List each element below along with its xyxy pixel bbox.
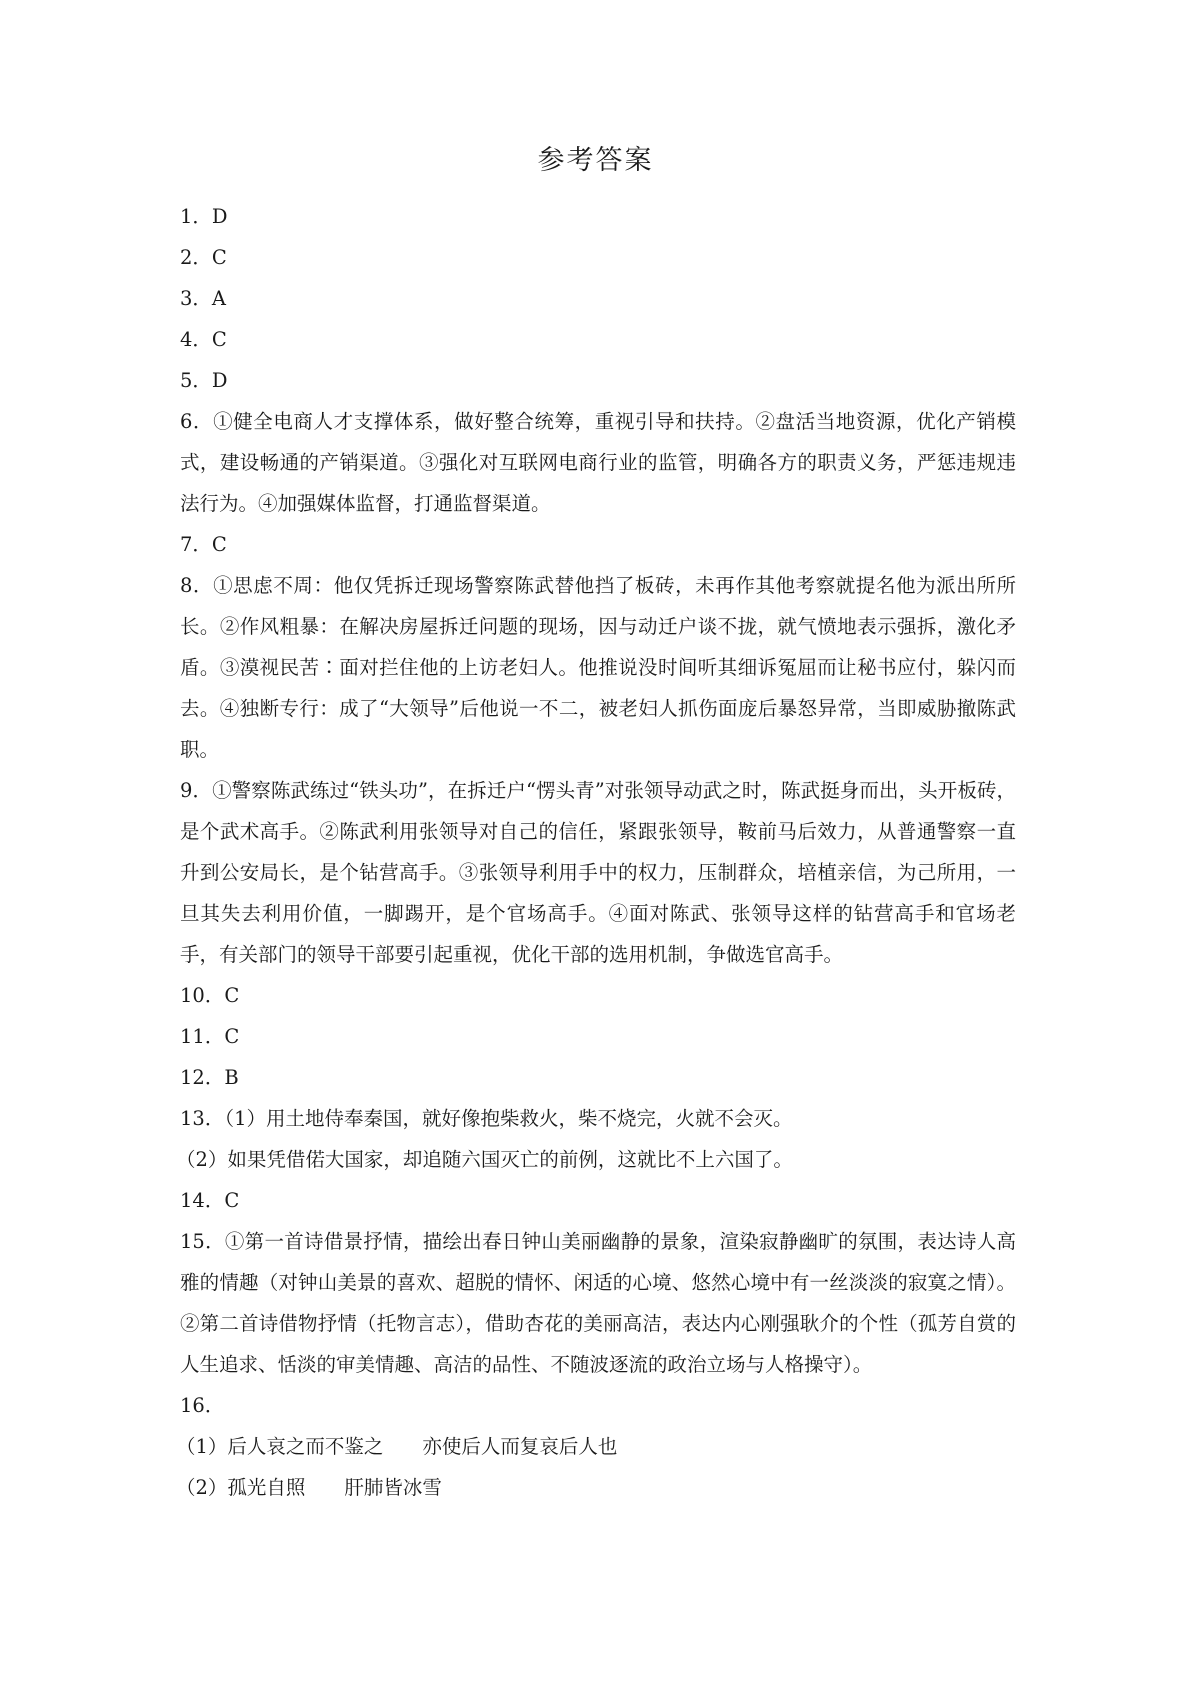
answer-item-13-part-1: 13．（1）用土地侍奉秦国，就好像抱柴救火，柴不烧完，火就不会灭。 (180, 1107, 793, 1130)
answer-item-10: 10．C (180, 984, 240, 1007)
answer-item-6: 6．①健全电商人才支撑体系，做好整合统筹，重视引导和扶持。②盘活当地资源，优化产销模式，建设畅通的产销渠道。③强化对互联网电商行业的监管，明确各方的职责义务，严惩违规违法行为。④加强媒体监督，打通监督渠道。 (180, 410, 1016, 515)
answer-item-8: 8．①思虑不周：他仅凭拆迁现场警察陈武替他挡了板砖，未再作其他考察就提名他为派出所所长。②作风粗暴：在解决房屋拆迁问题的现场，因与动迁户谈不拢，就气愤地表示强拆，激化矛盾。③漠视民苦∶面对拦住他的上访老妇人。他推说没时间听其细诉冤屈而让秘书应付，躲闪而去。④独断专行：成了“大领导”后他说一不二，被老妇人抓伤面庞后暴怒异常，当即威胁撤陈武职。 (180, 574, 1016, 761)
answer-item-2: 2．C (180, 246, 227, 269)
page-title: 参考答案 (537, 145, 654, 176)
answer-list (176, 196, 1016, 1508)
answer-item-7: 7．C (180, 533, 227, 556)
answer-item-4: 4．C (180, 328, 227, 351)
answer-item-12: 12．B (180, 1066, 239, 1089)
answer-item-14: 14．C (180, 1189, 240, 1212)
answer-item-3: 3．A (180, 287, 226, 310)
answer-item-13-part-2: （2）如果凭借偌大国家，却追随六国灭亡的前例，这就比不上六国了。 (176, 1148, 793, 1171)
answer-item-11: 11．C (180, 1025, 240, 1048)
answer-item-16-part-2: （2）孤光自照 肝肺皆冰雪 (176, 1476, 442, 1499)
answer-item-16: 16． (180, 1394, 225, 1417)
answer-item-15: 15．①第一首诗借景抒情，描绘出春日钟山美丽幽静的景象，渲染寂静幽旷的氛围，表达诗人高雅的情趣（对钟山美景的喜欢、超脱的情怀、闲适的心境、悠然心境中有一丝淡淡的寂寞之情）。②第二首诗借物抒情（托物言志），借助杏花的美丽高洁，表达内心刚强耿介的个性（孤芳自赏的人生追求、恬淡的审美情趣、高洁的品性、不随波逐流的政治立场与人格操守）。 (180, 1230, 1016, 1376)
answer-item-1: 1．D (180, 205, 228, 228)
answer-item-16-part-1: （1）后人哀之而不鉴之 亦使后人而复哀后人也 (176, 1435, 618, 1458)
answer-item-5: 5．D (180, 369, 228, 392)
answer-item-9: 9．①警察陈武练过“铁头功”，在拆迁户“愣头青”对张领导动武之时，陈武挺身而出，头开板砖，是个武术高手。②陈武利用张领导对自己的信任，紧跟张领导，鞍前马后效力，从普通警察一直升到公安局长，是个钻营高手。③张领导利用手中的权力，压制群众，培植亲信，为己所用，一旦其失去利用价值，一脚踢开，是个官场高手。④面对陈武、张领导这样的钻营高手和官场老手，有关部门的领导干部要引起重视，优化干部的选用机制，争做选官高手。 (180, 779, 1016, 966)
